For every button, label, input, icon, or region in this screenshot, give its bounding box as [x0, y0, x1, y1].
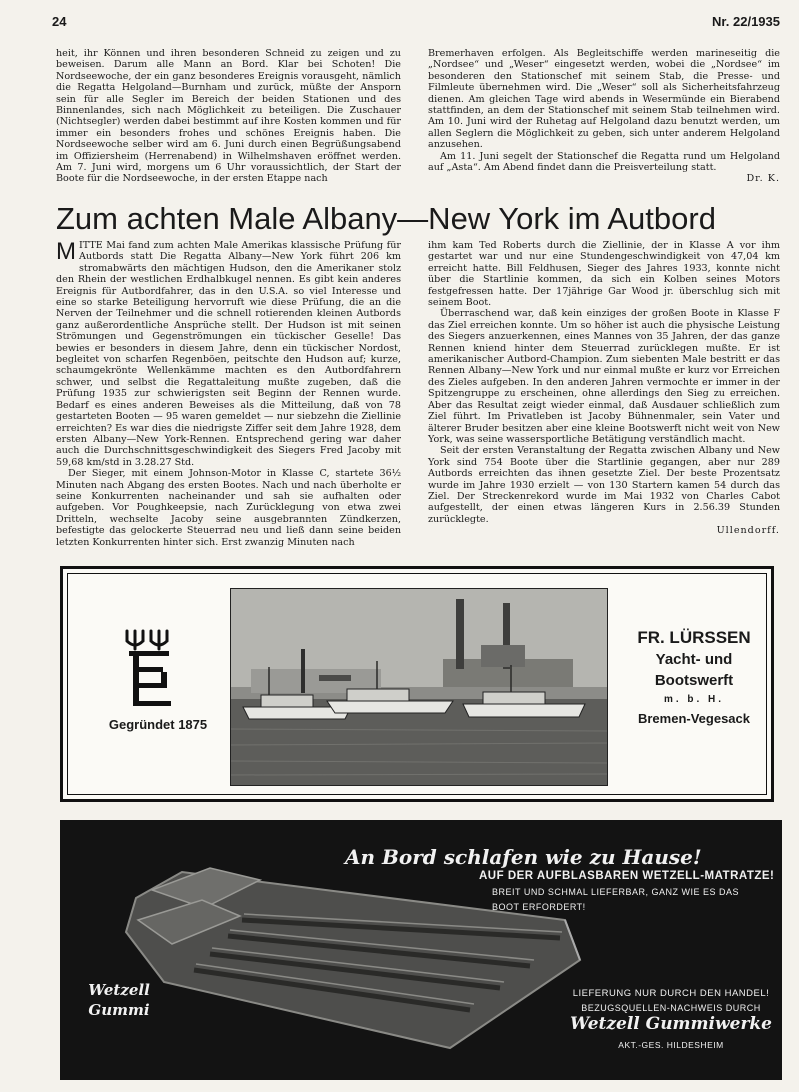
author-signature: Ullendorff. [716, 525, 780, 537]
company-name: Wetzell Gummiwerke [570, 1014, 772, 1034]
company-place: AKT.-GES. HILDESHEIM [618, 1040, 724, 1050]
brand-line-2: Gummi [88, 1001, 150, 1019]
shipyard-photo [230, 588, 608, 786]
founded-year: Gegründet 1875 [108, 717, 208, 732]
slogan: An Bord schlafen wie zu Hause! [345, 845, 702, 869]
ad-text-line-2: BREIT UND SCHMAL LIEFERBAR, GANZ WIE ES DAS [492, 887, 740, 897]
article-headline: Zum achten Male Albany—New York im Autbord [56, 201, 716, 236]
author-signature: Dr. K. [746, 173, 780, 185]
lead-paragraph [56, 240, 401, 468]
dealer-line-2: BEZUGSQUELLEN-NACHWEIS DURCH [581, 1003, 761, 1013]
lead-text: ITTE Mai fand zum achten Male Amerikas klassische Prüfung für Autbords statt Die Regatta Albany—New York führt 206 km stromabwärts den mächtigen Hudson, den die Amerikaner stolz den Rhein der westlichen Erdhalbkugel nennen. Es gibt kein anderes Ereignis für Autbordfahrer, das in den U.S.A. so viel Interesse und eine so starke Beteiligung hervorruft wie diese Prüfung, die an die Nerven der Teilnehmer und die schnell rotierenden kleinen Autbords ganz außerordentliche Ansprüche stellt. Der Hudson ist mit seinen Strömungen und Gegenströmungen ein tückischer Geselle! Das bewies er besonders in diesem Jahre, denn ein tückischer Nordost, begleitet von scharfen Regenböen, peitschte den Hudson auf; kurze, schaumgekrönte Wellenkämme machten es den Autbordfahrern schwer, und selbst die Regattaleitung mußte zugeben, daß die Prüfung 1935 zur schwierigsten seit Beginn der Rennen wurde. Bedarf es eines anderen Beweises als die Mitteilung, daß von 78 gestarteten Booten — 95 waren gemeldet — nur siebzehn die Ziellinie erreichten? Es war dies die niedrigste Ziffer seit dem Jahre 1928, dem ersten Albany—New York-Rennen. Entsprechend gering war daher auch die Durchschnittsgeschwindigkeit des Siegers Fred Jacoby mit 59,68 km/std in 3.28.27 Std. [56, 240, 401, 468]
company-name: FR. LÜRSSEN [637, 628, 751, 647]
page-header [52, 14, 780, 34]
boats-harbor-image [231, 589, 607, 785]
legal-form: m. b. H. [663, 694, 725, 705]
paragraph: Seit der ersten Veranstaltung der Regatta zwischen Albany und New York sind 754 Boote über die Startlinie gegangen, aber nur 289 Autbords erreichten das ihnen gesetzte Ziel. Der beste Prozentsatz wurde im Jahre 1930 erzielt — von 130 Startern kamen 54 durch das Ziel. Der Streckenrekord wurde im Mai 1932 von Charles Cabot aufgestellt, der einen etwas längeren Kurs in 2.56.39 Stunden zurücklegte. [428, 445, 780, 525]
company-line-2: Bootswerft [654, 672, 734, 689]
ad-text-line-3: BOOT ERFORDERT! [492, 902, 586, 912]
paragraph: Am 11. Juni segelt der Stationschef die Regatta rund um Helgoland auf „Asta“. Am Abend findet dann die Preisverteilung statt. [428, 150, 780, 174]
paragraph: ihm kam Ted Roberts durch die Ziellinie, der in Klasse A vor ihm gestartet war und nur eine Stundengeschwindigkeit von 47,04 km erreicht hatte. Bill Feldhusen, Sieger des Jahres 1933, konnte nicht über die Startlinie kommen, da sich ein Kolben seines Motors festgefressen hatte. Der 17jährige Gar Wood jr. überschlug sich mit seinem Boot. [428, 240, 780, 309]
paragraph: Bremerhaven erfolgen. Als Begleitschiffe werden marineseitig die „Nordsee“ und „Weser“ eingesetzt werden, wobei die „Nordsee“ im besonderen den Stationschef mit seinem Stab, die Presse- und Filmleute übernehmen wird. Die „Weser“ soll als Sicherheitsfahrzeug dienen. Am gleichen Tage wird abends in Wesermünde ein Bierabend stattfinden, an dem der Stationschef mit seinem Stab teilnehmen wird. Am 10. Juni wird der Ruhetag auf Helgoland dazu benutzt werden, um allen Seglern die Möglichkeit zu geben, sich unter anderem Helgoland anzusehen. [428, 48, 780, 151]
trident-logo-icon [121, 627, 177, 711]
article-column-2 [428, 240, 780, 537]
luerssen-advertisement [60, 566, 774, 802]
brand-line-1: Wetzell [88, 981, 150, 999]
paragraph: Der Sieger, mit einem Johnson-Motor in Klasse C, startete 36½ Minuten nach Abgang des ersten Bootes. Nach und nach überholte er seine Konkurrenten nacheinander und sah sie aufhalten oder aufgeben. Vor Poughkeepsie, nach Zurücklegung von etwa zwei Dritteln, wechselte Jacoby seine ausgebrannten Zündkerzen, befestigte das gelockerte Steuerrad neu und ließ dann seine beiden letzten Konkurrenten hinter sich. Erst zwanzig Minuten nach [56, 468, 401, 548]
paragraph: Überraschend war, daß kein einziges der großen Boote in Klasse F das Ziel erreichen konnte. Um so höher ist auch die physische Leistung des Siegers anzuerkennen, eines Mannes von 35 Jahren, der das ganze Rennen kniend hinter dem Steuerrad zurücklegen mußte. Er ist amerikanischer Autbord-Champion. Zum siebenten Male bestritt er das Rennen Albany—New York und nur einmal mußte er kurz vor Erreichen des Zieles aufgeben. In den anderen Jahren vermochte er immer in der Spitzengruppe zu erscheinen, ohne allerdings den Sieg zu erreichen. Aber das Resultat zeigt wieder einmal, daß Ausdauer schließlich zum Ziel führt. Im Privatleben ist Jacoby Bühnenmaler, sein Vater und älterer Bruder besitzen aber eine kleine Bootswerft nicht weit von New York, was seine wassersportliche Betätigung verständlich macht. [428, 308, 780, 445]
company-block [619, 627, 769, 729]
dealer-line-1: LIEFERUNG NUR DURCH DEN HANDEL! [572, 988, 770, 999]
drop-cap: M [56, 238, 76, 265]
company-line-1: Yacht- und [655, 651, 733, 668]
company-location: Bremen-Vegesack [637, 711, 750, 726]
top-article-column-1 [56, 48, 401, 185]
page-number: 24 [52, 14, 67, 29]
wetzell-brand-logo [74, 980, 164, 1020]
issue-number: Nr. 22/1935 [712, 14, 780, 29]
ad-text-line-1: AUF DER AUFBLASBAREN WETZELL-MATRATZE! [479, 870, 775, 882]
wetzell-advertisement [60, 820, 782, 1080]
article-column-1 [56, 240, 401, 548]
paragraph: heit, ihr Können und ihren besonderen Schneid zu zeigen und zu beweisen. Darum alle Mann an Bord. Klar bei Schoten! Die Nordseewoche, der ein ganz besonderes Ereignis vorausgeht, nämlich die Regatta Helgoland—Burnham und zurück, müßte der Ansporn sein für alle Segler im Bereich der beiden Stationen und des Binnenlandes, sich nach Möglichkeit zu beteiligen. Die Zuschauer (Nichtsegler) werden dabei bestimmt auf ihre Kosten kommen und für immer ein besonders frohes und schönes Ereignis haben. Die Nordseewoche selber wird am 6. Juni durch einen Begrüßungsabend im Offiziersheim (Herrenabend) in Wilhelmshaven eröffnet werden. Am 7. Juni wird, morgens um 6 Uhr voraussichtlich, der Start der Boote für die Nordseewoche, in der ersten Etappe nach [56, 48, 401, 185]
top-article-column-2 [428, 48, 780, 185]
